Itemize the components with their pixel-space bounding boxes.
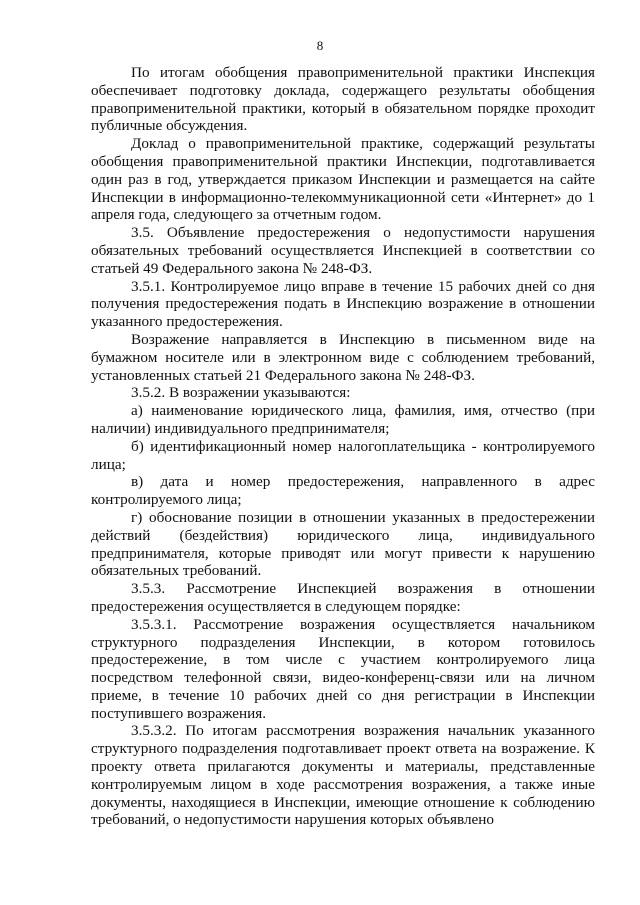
paragraph: 3.5.3. Рассмотрение Инспекцией возражения в отношении предостережения осуществляется в следующем порядке:: [91, 580, 595, 615]
list-item: б) идентификационный номер налогоплательщика - контролируемого лица;: [91, 437, 595, 473]
paragraph: 3.5. Объявление предостережения о недопустимости нарушения обязательных требований осуществляется Инспекцией в соответствии со статьей 49 Федерального закона № 248-ФЗ.: [91, 224, 595, 277]
list-item: в) дата и номер предостережения, направленного в адрес контролируемого лица;: [91, 473, 595, 509]
page-number: 8: [316, 38, 324, 53]
paragraph: Доклад о правоприменительной практике, содержащий результаты обобщения правоприменительной практики Инспекции, подготавливается один раз в год, утверждается приказом Инспекции и размещается на сайте Инспекции в информационно-телекоммуникационной сети «Интернет» до 1 апреля года, следующего за отчетным годом.: [91, 135, 595, 224]
list-item: а) наименование юридического лица, фамилия, имя, отчество (при наличии) индивидуального предпринимателя;: [91, 402, 595, 437]
list-item: г) обоснование позиции в отношении указанных в предостережении действий (бездействия) юридического лица, индивидуального предпринимателя, которые приводят или могут привести к нарушению обязательных требований.: [91, 508, 595, 580]
paragraph: 3.5.3.1. Рассмотрение возражения осуществляется начальником структурного подразделения Инспекции, в котором готовилось предостережение, в том числе с участием контролируемого лица посредством телефонной связи, видео-конференц-связи или на личном приеме, в течение 10 рабочих дней со дня регистрации в Инспекции поступившего возражения.: [91, 615, 595, 722]
paragraph: 3.5.3.2. По итогам рассмотрения возражения начальник указанного структурного подразделения подготавливает проект ответа на возражение. К проекту ответа прилагаются документы и материалы, представленные контролируемым лицом в ходе рассмотрения возражения, а также иные документы, находящиеся в Инспекции, имеющие отношение к соблюдению требований, о недопустимости нарушения которых объявлено: [91, 722, 595, 829]
paragraph: По итогам обобщения правоприменительной практики Инспекция обеспечивает подготовку доклада, содержащего результаты обобщения правоприменительной практики, который в обязательном порядке проходит публичные обсуждения.: [91, 64, 595, 135]
paragraph: Возражение направляется в Инспекцию в письменном виде на бумажном носителе или в электронном виде с соблюдением требований, установленных статьей 21 Федерального закона № 248-ФЗ.: [91, 330, 595, 384]
paragraph: 3.5.2. В возражении указываются:: [131, 384, 351, 402]
paragraph: 3.5.1. Контролируемое лицо вправе в течение 15 рабочих дней со дня получения предостережения подать в Инспекцию возражение в отношении указанного предостережения.: [91, 277, 595, 331]
document-body: [91, 64, 595, 829]
